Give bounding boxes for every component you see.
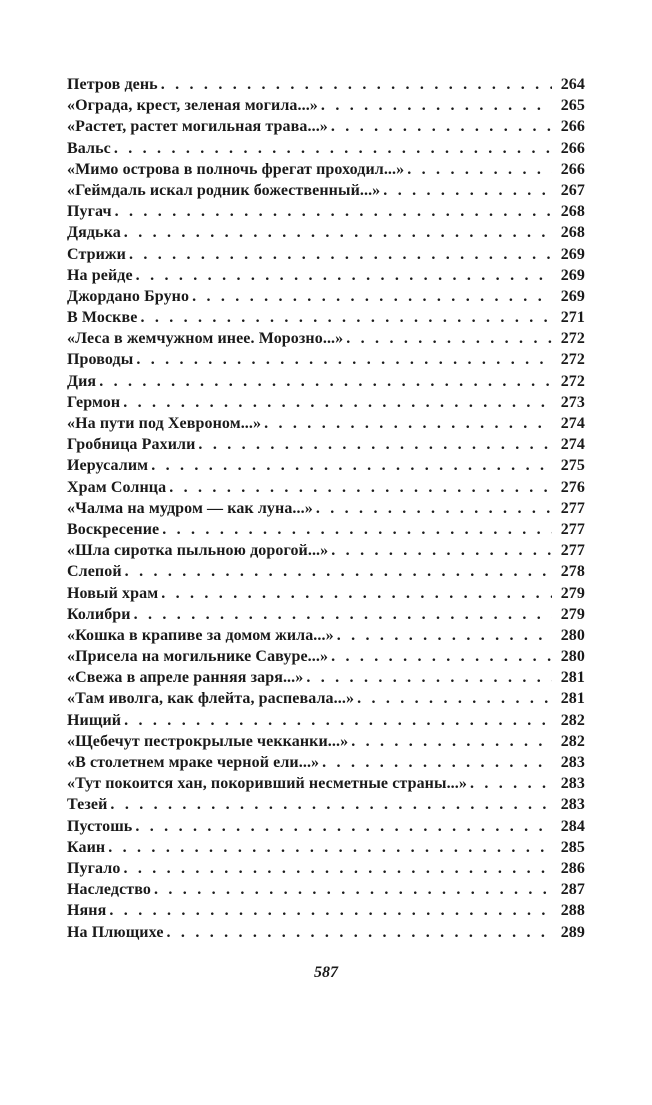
- toc-entry-title: Дия: [67, 372, 97, 390]
- toc-entry-title: «Леса в жемчужном инее. Морозно...»: [67, 330, 344, 348]
- toc-entry: [67, 688, 585, 709]
- toc-entry-title: «Ограда, крест, зеленая могила...»: [67, 97, 318, 115]
- dot-leader: [134, 604, 552, 625]
- dot-leader: [167, 922, 552, 943]
- toc-entry-page: 283: [560, 754, 585, 771]
- toc-entry-page: 273: [560, 393, 585, 411]
- dot-leader: [109, 900, 552, 921]
- toc-entry: [67, 244, 585, 265]
- toc-entry-page: 266: [560, 118, 585, 136]
- toc-entry-page: 266: [560, 160, 585, 178]
- toc-entry-title: Нищий: [67, 711, 122, 729]
- toc-entry-page: 271: [560, 309, 585, 327]
- toc-entry: [67, 900, 585, 921]
- toc-entry: [67, 583, 585, 604]
- toc-entry-page: 267: [560, 181, 585, 199]
- toc-entry-title: Гробница Рахили: [67, 436, 196, 454]
- dot-leader: [140, 307, 552, 328]
- toc-entry: [67, 222, 585, 243]
- toc-entry-title: «Мимо острова в полночь фрегат проходил...»: [67, 160, 405, 178]
- toc-entry-title: «Геймдаль искал родник божественный...»: [67, 181, 381, 199]
- dot-leader: [357, 688, 552, 709]
- dot-leader: [192, 286, 552, 307]
- toc-entry-title: Джордано Бруно: [67, 287, 190, 305]
- dot-leader: [161, 74, 552, 95]
- toc-entry: [67, 180, 585, 201]
- toc-entry-page: 280: [560, 626, 585, 644]
- toc-entry: [67, 371, 585, 392]
- toc-entry-page: 278: [560, 563, 585, 581]
- toc-entry-title: «В столетнем мраке черной ели...»: [67, 754, 320, 771]
- toc-entry-page: 283: [560, 796, 585, 814]
- toc-entry: [67, 413, 585, 434]
- toc-entry-page: 277: [560, 520, 585, 538]
- toc-entry: [67, 752, 585, 773]
- toc-entry-title: Няня: [67, 902, 107, 920]
- dot-leader: [123, 392, 552, 413]
- toc-entry-title: «Растет, растет могильная трава...»: [67, 118, 328, 136]
- toc-entry: [67, 879, 585, 900]
- toc-entry-page: 282: [560, 711, 585, 729]
- toc-entry: [67, 159, 585, 180]
- toc-entry-page: 283: [560, 775, 585, 793]
- toc-entry-title: Гермон: [67, 393, 121, 411]
- toc-entry-page: 279: [560, 584, 585, 602]
- toc-entry: [67, 392, 585, 413]
- dot-leader: [136, 265, 552, 286]
- toc-entry: [67, 816, 585, 837]
- dot-leader: [162, 519, 552, 540]
- dot-leader: [337, 625, 552, 646]
- dot-leader: [124, 710, 552, 731]
- toc-entry: [67, 265, 585, 286]
- toc-entry-page: 280: [560, 648, 585, 666]
- toc-entry-title: Проводы: [67, 351, 134, 369]
- toc-entry-page: 274: [560, 436, 585, 454]
- toc-entry: [67, 201, 585, 222]
- toc-entry: [67, 307, 585, 328]
- toc-entry-title: Воскресение: [67, 520, 160, 538]
- toc-entry-title: Колибри: [67, 605, 131, 623]
- toc-entry-page: 268: [560, 224, 585, 242]
- toc-entry-title: «Тут покоится хан, покоривший несметные страны...»: [67, 775, 467, 793]
- toc-entry-title: Вальс: [67, 139, 111, 157]
- dot-leader: [135, 816, 552, 837]
- toc-entry-page: 269: [560, 245, 585, 263]
- toc-entry: [67, 328, 585, 349]
- toc-entry-page: 288: [560, 902, 585, 920]
- toc-entry-page: 281: [560, 690, 585, 708]
- dot-leader: [331, 540, 552, 561]
- toc-entry-title: «Щебечут пестрокрылые чекканки...»: [67, 732, 349, 750]
- dot-leader: [136, 349, 552, 370]
- toc-entry-page: 284: [560, 817, 585, 835]
- toc-entry-page: 286: [560, 859, 585, 877]
- toc-entry: [67, 116, 585, 137]
- toc-entry-title: Слепой: [67, 563, 122, 581]
- dot-leader: [322, 752, 552, 773]
- dot-leader: [198, 434, 552, 455]
- toc-entry-page: 276: [560, 478, 585, 496]
- toc-entry-title: Стрижи: [67, 245, 126, 263]
- dot-leader: [383, 180, 552, 201]
- toc-entry-page: 266: [560, 139, 585, 157]
- toc-entry-page: 269: [560, 266, 585, 284]
- toc-entry: [67, 646, 585, 667]
- table-of-contents: [67, 74, 585, 943]
- dot-leader: [124, 222, 552, 243]
- dot-leader: [331, 646, 552, 667]
- toc-entry: [67, 138, 585, 159]
- dot-leader: [316, 498, 552, 519]
- toc-entry: [67, 498, 585, 519]
- toc-entry-page: 272: [560, 351, 585, 369]
- dot-leader: [115, 201, 552, 222]
- toc-entry-title: «Свежа в апреле ранняя заря...»: [67, 669, 304, 687]
- page-number: 587: [314, 964, 338, 981]
- toc-entry: [67, 773, 585, 794]
- dot-leader: [161, 583, 552, 604]
- toc-entry: [67, 858, 585, 879]
- toc-entry: [67, 286, 585, 307]
- toc-entry-title: Тезей: [67, 796, 108, 814]
- dot-leader: [306, 667, 552, 688]
- toc-entry: [67, 561, 585, 582]
- dot-leader: [154, 879, 552, 900]
- toc-entry: [67, 434, 585, 455]
- toc-entry: [67, 922, 585, 943]
- dot-leader: [129, 244, 552, 265]
- toc-entry-title: Пугач: [67, 203, 112, 221]
- dot-leader: [331, 116, 552, 137]
- dot-leader: [99, 371, 552, 392]
- toc-entry-title: Пустошь: [67, 817, 133, 835]
- toc-entry-title: «Чалма на мудром — как луна...»: [67, 499, 313, 517]
- toc-entry: [67, 667, 585, 688]
- toc-entry-page: 268: [560, 203, 585, 221]
- dot-leader: [123, 858, 552, 879]
- toc-entry-page: 272: [560, 330, 585, 348]
- toc-entry-title: На рейде: [67, 266, 133, 284]
- toc-entry-title: Каин: [67, 838, 106, 856]
- toc-entry-title: Дядька: [67, 224, 121, 242]
- toc-entry: [67, 794, 585, 815]
- toc-entry-page: 287: [560, 881, 585, 899]
- toc-entry-page: 269: [560, 287, 585, 305]
- toc-entry-title: На Плющихе: [67, 923, 164, 941]
- toc-entry-page: 272: [560, 372, 585, 390]
- dot-leader: [169, 477, 552, 498]
- dot-leader: [125, 561, 552, 582]
- toc-entry: [67, 710, 585, 731]
- toc-entry: [67, 349, 585, 370]
- toc-entry-page: 282: [560, 732, 585, 750]
- toc-entry-page: 277: [560, 542, 585, 560]
- toc-entry: [67, 477, 585, 498]
- toc-entry-page: 274: [560, 415, 585, 432]
- toc-entry-title: Новый храм: [67, 584, 159, 602]
- toc-entry-page: 281: [560, 669, 585, 687]
- toc-entry: [67, 625, 585, 646]
- toc-entry-title: Петров день: [67, 76, 158, 93]
- dot-leader: [151, 455, 552, 476]
- toc-entry: [67, 604, 585, 625]
- toc-entry-page: 275: [560, 457, 585, 475]
- toc-entry-title: «Там иволга, как флейта, распевала...»: [67, 690, 355, 708]
- toc-entry-title: Храм Солнца: [67, 478, 167, 496]
- toc-entry: [67, 837, 585, 858]
- dot-leader: [470, 773, 552, 794]
- dot-leader: [321, 95, 552, 116]
- toc-entry-page: 285: [560, 838, 585, 856]
- toc-entry-page: 265: [560, 97, 585, 115]
- dot-leader: [351, 731, 552, 752]
- toc-entry-title: Иерусалим: [67, 457, 149, 475]
- toc-entry-page: 279: [560, 605, 585, 623]
- toc-entry-page: 264: [560, 76, 585, 93]
- toc-entry-page: 289: [560, 923, 585, 941]
- dot-leader: [108, 837, 552, 858]
- dot-leader: [264, 413, 552, 434]
- toc-entry-title: «Присела на могильнике Савуре...»: [67, 648, 329, 666]
- dot-leader: [407, 159, 552, 180]
- toc-entry-title: «Шла сиротка пыльною дорогой...»: [67, 542, 329, 560]
- toc-entry: [67, 74, 585, 95]
- toc-entry-title: В Москве: [67, 309, 138, 327]
- toc-entry: [67, 455, 585, 476]
- dot-leader: [114, 138, 552, 159]
- toc-entry: [67, 519, 585, 540]
- toc-entry: [67, 540, 585, 561]
- toc-entry: [67, 731, 585, 752]
- toc-entry-page: 277: [560, 499, 585, 517]
- dot-leader: [110, 794, 552, 815]
- toc-entry-title: Наследство: [67, 881, 151, 899]
- toc-entry: [67, 95, 585, 116]
- toc-entry-title: «Кошка в крапиве за домом жила...»: [67, 626, 334, 644]
- toc-entry-title: «На пути под Хевроном...»: [67, 415, 262, 432]
- toc-entry-title: Пугало: [67, 859, 121, 877]
- dot-leader: [346, 328, 552, 349]
